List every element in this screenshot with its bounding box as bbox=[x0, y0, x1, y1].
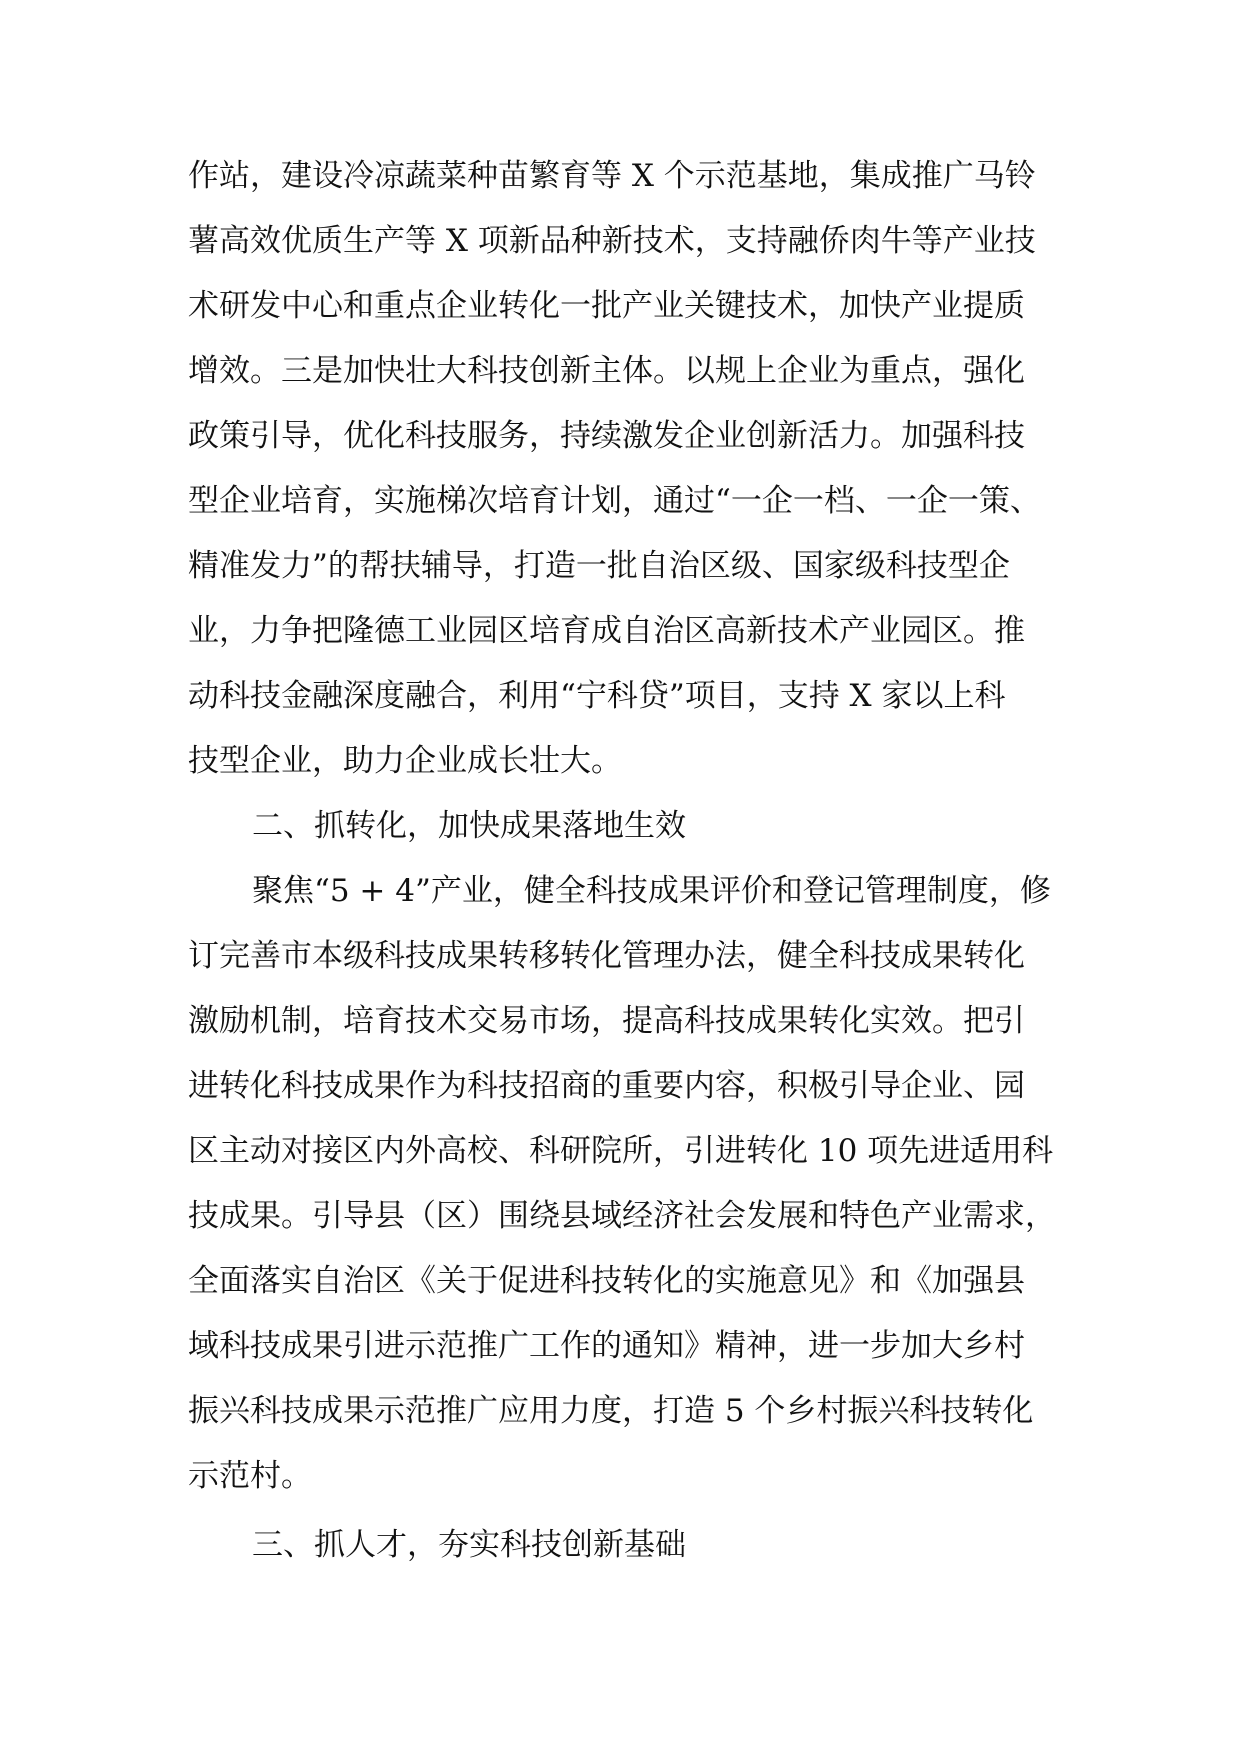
paragraph-line: 型企业培育，实施梯次培育计划，通过“一企一档、一企一策、 bbox=[188, 483, 1041, 519]
paragraph-line: 动科技金融深度融合，利用“宁科贷”项目，支持 X 家以上科 bbox=[188, 678, 1006, 714]
paragraph-line: 业，力争把隆德工业园区培育成自治区高新技术产业园区。推 bbox=[188, 613, 1025, 649]
paragraph-line: 域科技成果引进示范推广工作的通知》精神，进一步加大乡村 bbox=[188, 1328, 1025, 1364]
paragraph-line: 技型企业，助力企业成长壮大。 bbox=[188, 743, 622, 779]
paragraph-line: 进转化科技成果作为科技招商的重要内容，积极引导企业、园 bbox=[188, 1068, 1025, 1104]
paragraph-line: 精准发力”的帮扶辅导，打造一批自治区级、国家级科技型企 bbox=[188, 548, 1010, 584]
paragraph-line: 作站，建设冷凉蔬菜种苗繁育等 X 个示范基地，集成推广马铃 bbox=[188, 158, 1036, 194]
paragraph-line: 薯高效优质生产等 X 项新品种新技术，支持融侨肉牛等产业技 bbox=[188, 223, 1036, 259]
paragraph-line: 区主动对接区内外高校、科研院所，引进转化 10 项先进适用科 bbox=[188, 1133, 1054, 1169]
paragraph-line: 政策引导，优化科技服务，持续激发企业创新活力。加强科技 bbox=[188, 418, 1025, 454]
paragraph-line: 技成果。引导县（区）围绕县域经济社会发展和特色产业需求， bbox=[188, 1198, 1056, 1234]
paragraph-line: 振兴科技成果示范推广应用力度，打造 5 个乡村振兴科技转化 bbox=[188, 1393, 1034, 1429]
paragraph-line: 聚焦“5 + 4”产业，健全科技成果评价和登记管理制度，修 bbox=[252, 873, 1051, 909]
paragraph-line: 激励机制，培育技术交易市场，提高科技成果转化实效。把引 bbox=[188, 1003, 1025, 1039]
paragraph-line: 增效。三是加快壮大科技创新主体。以规上企业为重点，强化 bbox=[188, 353, 1025, 389]
paragraph-line: 示范村。 bbox=[188, 1458, 312, 1494]
section-heading: 二、抓转化，加快成果落地生效 bbox=[252, 808, 686, 844]
section-heading: 三、抓人才，夯实科技创新基础 bbox=[252, 1527, 686, 1563]
paragraph-line: 全面落实自治区《关于促进科技转化的实施意见》和《加强县 bbox=[188, 1263, 1025, 1299]
paragraph-line: 订完善市本级科技成果转移转化管理办法，健全科技成果转化 bbox=[188, 938, 1025, 974]
document-body bbox=[188, 144, 1088, 1578]
paragraph-line: 术研发中心和重点企业转化一批产业关键技术，加快产业提质 bbox=[188, 288, 1025, 324]
